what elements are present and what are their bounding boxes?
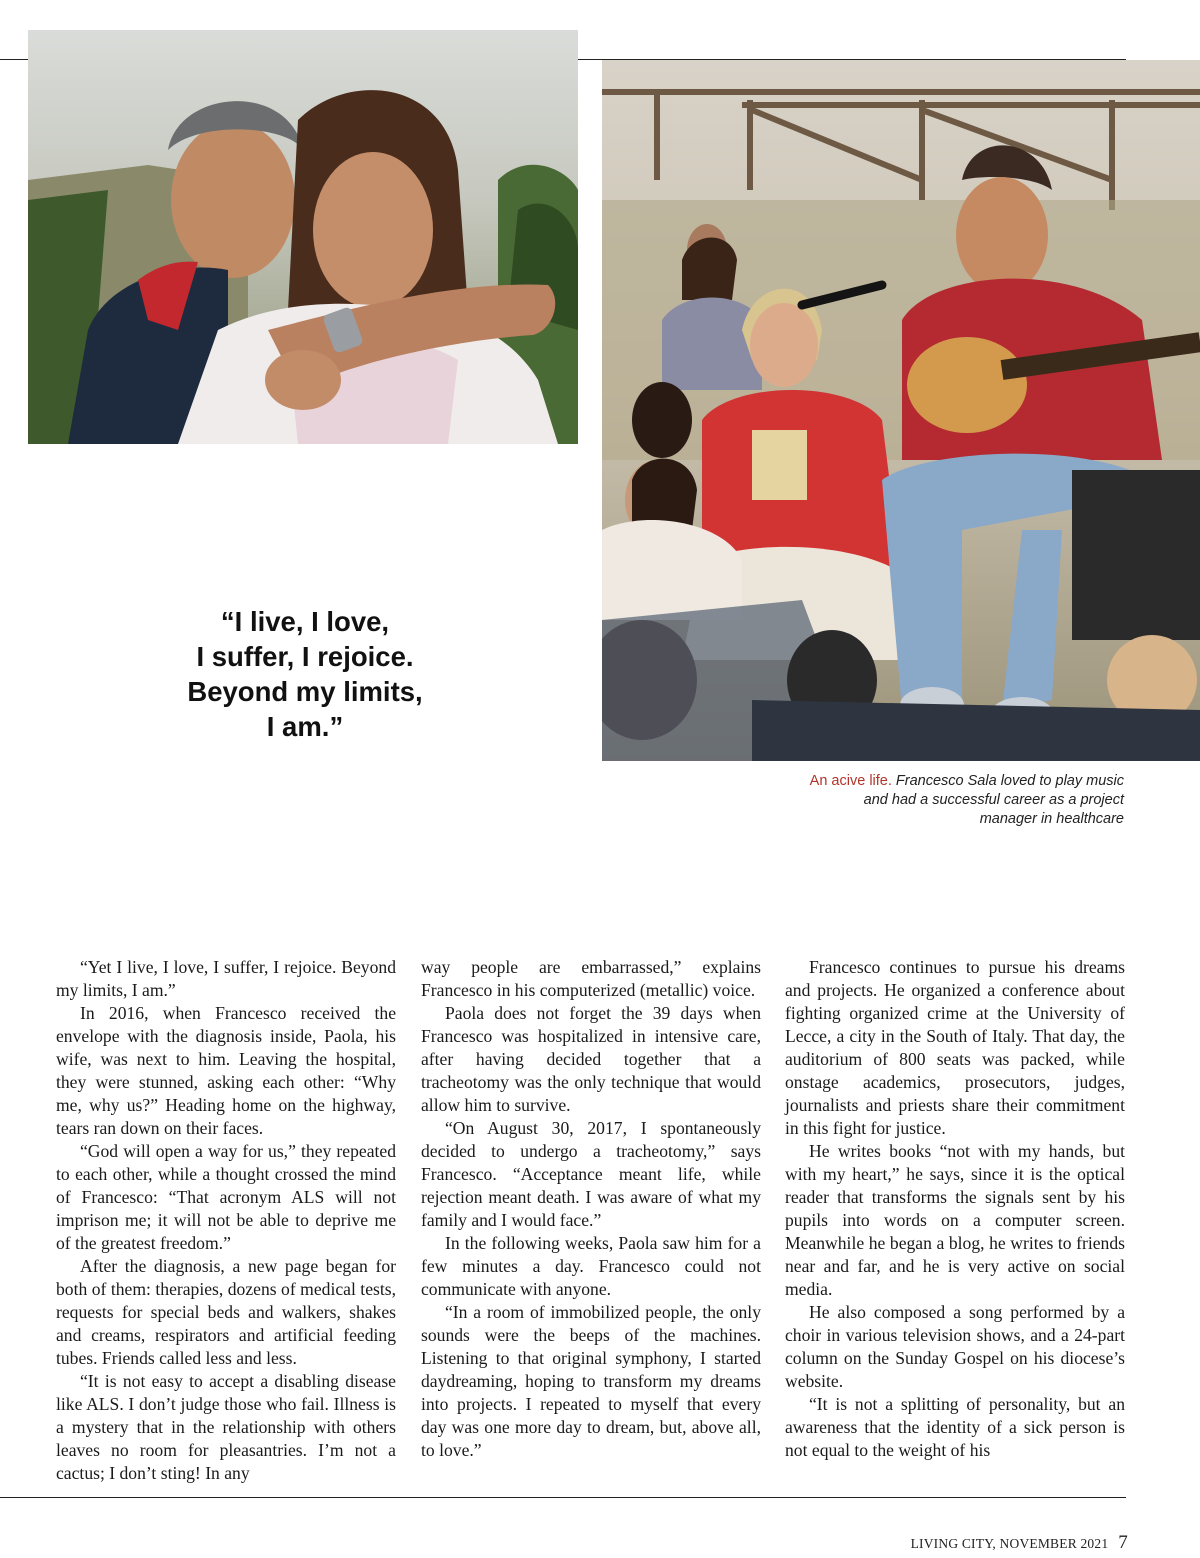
paragraph: Francesco continues to pursue his dreams and projects. He organized a conference about fighting organized crime at the University of Lecce, a city in the South of Italy. That day, the auditorium of 800 seats was packed, while onstage academics, prosecutors, judges, journalists and priests share their commitment in this fight for justice.	[785, 957, 1125, 1138]
pull-quote-line: I suffer, I rejoice.	[196, 641, 414, 672]
publication-line: LIVING CITY, NOVEMBER 2021	[910, 1536, 1109, 1551]
article-column-3	[785, 956, 1125, 1462]
caption-lead: An acive life.	[809, 773, 892, 789]
paragraph: way people are embarrassed,” explains Francesco in his computerized (metallic) voice.	[421, 957, 761, 1000]
paragraph: In 2016, when Francesco received the envelope with the diagnosis inside, Paola, his wife, was next to him. Leaving the hospital, they were stunned, asking each other: “Why me, why us?” Heading home on the highway, tears ran down on their faces.	[56, 1003, 396, 1138]
pull-quote	[150, 604, 460, 744]
paragraph: “On August 30, 2017, I spontaneously decided to undergo a tracheotomy,” says Francesco. “Acceptance meant life, while rejection meant death. I was aware of what my family and I would face.”	[421, 1118, 761, 1230]
page-number: 7	[1118, 1532, 1128, 1553]
bottom-rule	[0, 1497, 1126, 1498]
article-column-2	[421, 956, 761, 1462]
paragraph: “In a room of immobilized people, the only sounds were the beeps of the machines. Listening to that original symphony, I started daydreaming, hoping to transform my dreams into projects. I repeated to myself that every day was one more day to dream, but, above all, to love.”	[421, 1302, 761, 1460]
paragraph: He also composed a song performed by a choir in various television shows, and a 24-part column on the Sunday Gospel on his diocese’s website.	[785, 1302, 1125, 1391]
pull-quote-line: I am.”	[266, 711, 344, 742]
top-rule-left	[0, 59, 30, 60]
music-photo	[602, 60, 1200, 761]
paragraph: “Yet I live, I love, I suffer, I rejoice. Beyond my limits, I am.”	[56, 957, 396, 1000]
pull-quote-line: Beyond my limits,	[187, 676, 423, 707]
caption-text: Francesco Sala loved to play music and had a successful career as a project manager in healthcare	[863, 773, 1124, 827]
paragraph: “God will open a way for us,” they repeated to each other, while a thought crossed the mind of Francesco: “That acronym ALS will not imprison me; it will not be able to deprive me of the greatest freedom.”	[56, 1141, 396, 1253]
couple-photo	[28, 30, 578, 444]
paragraph: He writes books “not with my hands, but with my heart,” he says, since it is the optical reader that transforms the signals sent by his pupils into words on a computer screen. Meanwhile he began a blog, he writes to friends near and far, and he is very active on social media.	[785, 1141, 1125, 1299]
paragraph: “It is not a splitting of personality, but an awareness that the identity of a sick person is not equal to the weight of his	[785, 1394, 1125, 1460]
page-footer	[911, 1532, 1128, 1554]
paragraph: “It is not easy to accept a disabling disease like ALS. I don’t judge those who fail. Illness is a mystery that in the relationship with others leaves no room for pleasantries. I’m not a cactus; I don’t sting! In any	[56, 1371, 396, 1483]
paragraph: After the diagnosis, a new page began for both of them: therapies, dozens of medical tests, requests for special beds and walkers, shakes and creams, respirators and artificial feeding tubes. Friends called less and less.	[56, 1256, 396, 1368]
article-column-1	[56, 956, 396, 1485]
paragraph: In the following weeks, Paola saw him for a few minutes a day. Francesco could not communicate with anyone.	[421, 1233, 761, 1299]
paragraph: Paola does not forget the 39 days when Francesco was hospitalized in intensive care, after having decided together that a tracheotomy was the only technique that would allow him to survive.	[421, 1003, 761, 1115]
photo-caption	[804, 772, 1124, 829]
pull-quote-line: “I live, I love,	[220, 606, 390, 637]
